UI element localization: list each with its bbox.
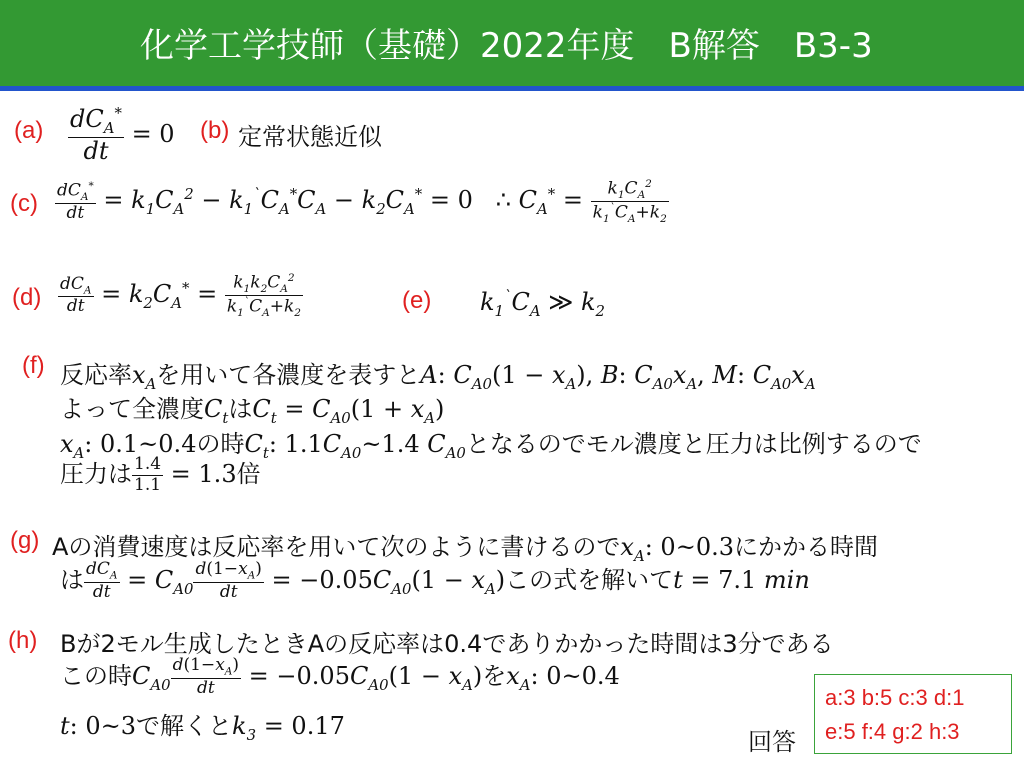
therefore-sign: ∴ <box>495 186 512 215</box>
answer-box <box>814 674 1012 754</box>
label-g: (g) <box>10 527 40 554</box>
g-line-2: は $\frac{dC_A}{dt}$ = $C_{A0}$ $\frac{d(1-x_A)}{dt}$ = $-0.05C_{A0}(1 - x_A)$この式を解いてt = 7.1 min <box>60 559 810 602</box>
formula-e: $k_1^`C_A$ ≫ $k_2$ <box>480 287 605 320</box>
h-line-1: Bが2モル生成したときAの反応率は0.4でありかかった時間は3分である <box>60 630 834 658</box>
f-line-1: 反応率$x_A$を用いて各濃度を表すとA: $C_{A0}(1 - x_A)$, B: $C_{A0}x_A$, M: $C_{A0}x_A$ <box>60 361 816 393</box>
f-line-4: 圧力は $\frac{1.4}{1.1}$ = 1.3倍 <box>60 453 261 495</box>
formula-a: $\frac{dC_A^*}{dt}$ = 0 <box>70 104 175 165</box>
f-line-2: よって全濃度$C_t$は$C_t = C_{A0}(1 + x_A)$ <box>60 395 445 427</box>
label-h: (h) <box>8 627 38 654</box>
formula-d: $\frac{dC_A}{dt}$ = $k_2C_A^*$ = $\frac{k_1k_2C_A^2}{k_1^`C_A+k_2}$ <box>60 272 301 320</box>
title-underline <box>0 86 1024 91</box>
label-f: (f) <box>22 352 45 379</box>
answer-line-1: a:3 b:5 c:3 d:1 <box>825 685 965 710</box>
label-d: (d) <box>12 284 42 311</box>
f-line-3: $x_A$: 0.1~0.4の時$C_t$: $1.1C_{A0}\sim 1.4$ $C_{A0}$となるのでモル濃度と圧力は比例するので <box>60 430 922 462</box>
h-line-3: t: 0~3で解くと$k_3 = 0.17$ <box>60 712 345 744</box>
title-bar <box>0 0 1024 86</box>
formula-c: $\frac{dC_A^*}{dt}$ = $k_1C_A^2 - k_1^`C_A^*C_A - k_2C_A^* = 0$ ∴ $C_A^*$ = $\frac{k_1C_A^2}{k_1^`C_A+k_2}$ <box>57 178 667 226</box>
answer-label: 回答 <box>748 728 796 756</box>
label-b: (b) <box>200 117 230 144</box>
answer-line-2: e:5 f:4 g:2 h:3 <box>825 719 960 744</box>
label-e: (e) <box>402 287 432 314</box>
page-title: 化学工学技師（基礎）2022年度 B解答 B3-3 <box>140 26 873 66</box>
text-b: 定常状態近似 <box>238 123 382 151</box>
label-c: (c) <box>10 190 38 217</box>
g-line-1: Aの消費速度は反応率を用いて次のように書けるので$x_A$: 0~0.3にかかる時間 <box>52 533 878 565</box>
h-line-2: この時$C_{A0}$ $\frac{d(1-x_A)}{dt}$ = $-0.05C_{A0}(1 - x_A)$を$x_A$: 0~0.4 <box>60 655 620 698</box>
label-a: (a) <box>14 117 44 144</box>
